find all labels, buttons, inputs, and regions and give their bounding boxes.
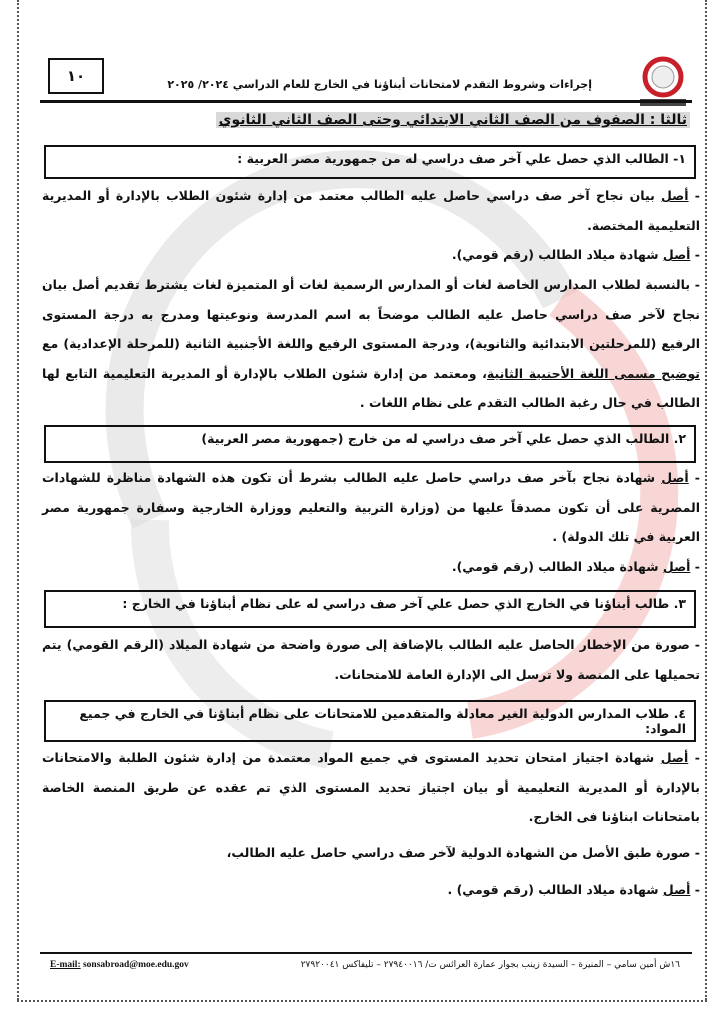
group-3-item-1: - صورة من الإخطار الحاصل عليه الطالب بالإضافة إلى صورة واضحة من شهادة الميلاد (الرقم القومي) يتم تحميلها على المنصة ولا ترسل الى الإدارة العامة للامتحانات.: [42, 637, 700, 682]
group-4-heading: ٤. طلاب المدارس الدولية الغير معادلة والمتقدمين للامتحانات على نظام أبناؤنا في الخارج في جميع المواد:: [44, 700, 696, 742]
item-text: صورة طبق الأصل من الشهادة الدولية لآخر صف دراسي حاصل عليه الطالب،: [226, 845, 691, 860]
document-title: إجراءات وشروط التقدم لامتحانات أبناؤنا في الخارج للعام الدراسي ٢٠٢٤/ ٢٠٢٥: [167, 78, 592, 91]
item-lead: أصل: [661, 470, 689, 485]
header-divider: [40, 100, 692, 103]
item-lead: أصل: [662, 559, 691, 574]
group-2-heading: ٢. الطالب الذي حصل علي آخر صف دراسي له من خارج (جمهورية مصر العربية): [44, 425, 696, 463]
item-text: شهادة اجتياز امتحان تحديد المستوى في جميع المواد معتمدة من إدارة شئون الطلبة والامتحانات بالإدارة أو المديرية التعليمية أو بيان اجتياز تحديد المستوى الذي تم عقده عن طريق المنصة الخاصة بامتحانات ابناؤنا فى الخارج.: [42, 750, 700, 824]
group-1-heading: ١- الطالب الذي حصل علي آخر صف دراسي له من جمهورية مصر العربية :: [44, 145, 696, 179]
page-border-left: [17, 0, 19, 1000]
page-border-bottom: [17, 1000, 707, 1002]
item-lead: أصل: [662, 882, 691, 897]
item-text: بالنسبة لطلاب المدارس الخاصة لغات أو المدارس الرسمية لغات أو المتميزة لغات يشترط تقديم أصل بيان نجاح لآخر صف دراسي حاصل عليه الطالب موضحاً به اسم المدرسة ونوعيتها ومدرج به درجة المستوى الرفيع (للمرحلتين الابتدائية والثانوية)، ودرجة المستوى الرفيع واللغة الأجنبية الثانية (للمرحلة الإعدادية) مع: [42, 277, 700, 351]
item-text: شهادة نجاح بآخر صف دراسي حاصل عليه الطالب بشرط أن تكون هذه الشهادة مناظرة للشهادات المصرية على أن تكون مصدقاً عليها من (وزارة التربية والتعليم ووزارة الخارجية وسفارة جمهورية مصر العربية في تلك الدولة) .: [42, 470, 700, 544]
group-4-item-1: - أصل شهادة اجتياز امتحان تحديد المستوى في جميع المواد معتمدة من إدارة شئون الطلبة والامتحانات بالإدارة أو المديرية التعليمية أو بيان اجتياز تحديد المستوى الذي تم عقده عن طريق المنصة الخاصة بامتحانات ابناؤنا فى الخارج.: [42, 750, 700, 824]
item-text: شهادة ميلاد الطالب (رقم قومي) .: [447, 882, 663, 897]
item-lead: أصل: [662, 247, 691, 262]
group-1-item-1: - أصل بيان نجاح آخر صف دراسي حاصل عليه الطالب معتمد من إدارة شئون الطلاب بالإدارة أو المديرية التعليمية المختصة.: [42, 188, 700, 233]
email-address[interactable]: sonsabroad@moe.edu.gov: [82, 960, 189, 970]
group-4-item-2: - صورة طبق الأصل من الشهادة الدولية لآخر صف دراسي حاصل عليه الطالب،: [226, 845, 700, 860]
item-lead: أصل: [661, 188, 689, 203]
group-2-item-2: - أصل شهادة ميلاد الطالب (رقم قومي).: [451, 559, 700, 574]
group-4-item-3: - أصل شهادة ميلاد الطالب (رقم قومي) .: [447, 882, 700, 897]
group-1-item-3: - بالنسبة لطلاب المدارس الخاصة لغات أو المدارس الرسمية لغات أو المتميزة لغات يشترط تقديم أصل بيان نجاح لآخر صف دراسي حاصل عليه الطالب موضحاً به اسم المدرسة ونوعيتها ومدرج به درجة المستوى الرفيع (للمرحلتين الابتدائية والثانوية)، ودرجة المستوى الرفيع واللغة الأجنبية الثانية (للمرحلة الإعدادية) مع توضيح مسمى اللغة الأجنبية الثانية، ومعتمد من إدارة شئون الطلاب بالإدارة أو المديرية التعليمية التابع لها الطالب في حال رغبة الطالب التقدم على نظام اللغات .: [42, 277, 700, 410]
section-title: ثالثا : الصفوف من الصف الثاني الابتدائي وحتى الصف الثاني الثانوي: [216, 112, 690, 128]
item-lead: أصل: [660, 750, 689, 765]
item-text: صورة من الإخطار الحاصل عليه الطالب بالإضافة إلى صورة واضحة من شهادة الميلاد (الرقم القومي) يتم تحميلها على المنصة ولا ترسل الى الإدارة العامة للامتحانات.: [42, 637, 700, 682]
footer-email: [50, 960, 189, 970]
group-1-item-2: - أصل شهادة ميلاد الطالب (رقم قومي).: [451, 247, 700, 262]
item-text: شهادة ميلاد الطالب (رقم قومي).: [451, 559, 663, 574]
group-2-item-1: - أصل شهادة نجاح بآخر صف دراسي حاصل عليه الطالب بشرط أن تكون هذه الشهادة مناظرة للشهادات المصرية على أن تكون مصدقاً عليها من (وزارة التربية والتعليم ووزارة الخارجية وسفارة جمهورية مصر العربية في تلك الدولة) .: [42, 470, 700, 544]
item-text: بيان نجاح آخر صف دراسي حاصل عليه الطالب معتمد من إدارة شئون الطلاب بالإدارة أو المديرية التعليمية المختصة.: [42, 188, 700, 233]
item-text: شهادة ميلاد الطالب (رقم قومي).: [451, 247, 663, 262]
page-border-right: [705, 0, 707, 1000]
footer-address: ١٦ش أمين سامي – المنيرة – السيدة زينب بجوار عمارة العرائس ت/ ٢٧٩٤٠٠١٦ – تليفاكس ٢٧٩٢٠٠٤١: [300, 960, 680, 970]
item-underlined: توضيح مسمى اللغة الأجنبية الثانية: [486, 365, 700, 381]
item-tail: ، ومعتمد من إدارة شئون الطلاب بالإدارة أو المديرية التعليمية التابع لها الطالب في حال رغبة الطالب التقدم على نظام اللغات .: [42, 365, 700, 410]
group-3-heading: ٣. طالب أبناؤنا في الخارج الذي حصل علي آخر صف دراسي له على نظام أبناؤنا في الخارج :: [44, 590, 696, 628]
page-number: ١٠: [48, 58, 104, 94]
email-label: E-mail:: [50, 960, 81, 970]
footer-divider: [40, 952, 692, 954]
